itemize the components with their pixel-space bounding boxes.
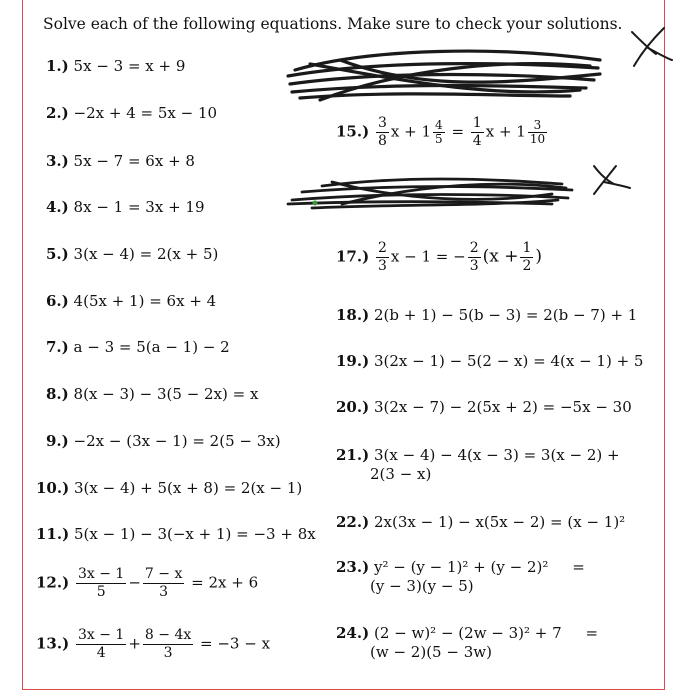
equation-22: 22.) 2x(3x − 1) − x(5x − 2) = (x − 1)²: [336, 513, 626, 531]
equation-19: 19.) 3(2x − 1) − 5(2 − x) = 4(x − 1) + 5: [336, 352, 644, 370]
x-mark-icon: [626, 22, 676, 72]
scribble-cross-out: [282, 170, 582, 222]
equation-4: 4.) 8x − 1 = 3x + 19: [46, 198, 205, 216]
fraction: $\frac{7 - x}{3}$: [144, 566, 183, 600]
equation-8: 8.) 8(x − 3) − 3(5 − 2x) = x: [46, 385, 259, 403]
equation-12: 12.) $\frac{3x - 1}{5}$ − $\frac{7 - x}{3}$ = 2x + 6: [36, 566, 259, 600]
equation-10: 10.) 3(x − 4) + 5(x + 8) = 2(x − 1): [36, 479, 303, 497]
equation-11: 11.) 5(x − 1) − 3(−x + 1) = −3 + 8x: [36, 525, 316, 543]
equation-20: 20.) 3(2x − 7) − 2(5x + 2) = −5x − 30: [336, 398, 632, 416]
equation-13: 13.) $\frac{3x - 1}{4}$ + $\frac{8 - 4x}{3}$ = −3 − x: [36, 627, 271, 661]
fraction: $\frac{3x - 1}{4}$: [77, 627, 125, 661]
equation-23: 23.) y² − (y − 1)² + (y − 2)² = (y − 3)(y − 5): [336, 558, 585, 595]
equation-18: 18.) 2(b + 1) − 5(b − 3) = 2(b − 7) + 1: [336, 306, 638, 324]
equation-2: 2.) −2x + 4 = 5x − 10: [46, 104, 218, 122]
instructions: Solve each of the following equations. Make sure to check your solutions.: [43, 15, 623, 33]
equation-21: 21.) 3(x − 4) − 4(x − 3) = 3(x − 2) + 2(3 − x): [336, 446, 620, 483]
equation-5: 5.) 3(x − 4) = 2(x + 5): [46, 245, 219, 263]
equation-3: 3.) 5x − 7 = 6x + 8: [46, 152, 195, 170]
equation-9: 9.) −2x − (3x − 1) = 2(5 − 3x): [46, 432, 281, 450]
fraction: $\frac{3x - 1}{5}$: [77, 566, 125, 600]
fraction: $\frac{8 - 4x}{3}$: [144, 627, 192, 661]
equation-1: 1.) 5x − 3 = x + 9: [46, 57, 186, 75]
equation-15: 15.) $\frac{3}{8}$ x + 1 $\frac{4}{5}$ = $\frac{1}{4}$ x + 1 $\frac{3}{10}$: [336, 115, 546, 149]
green-dot: [313, 201, 318, 206]
equation-24: 24.) (2 − w)² − (2w − 3)² + 7 = (w − 2)(5 − 3w): [336, 624, 599, 661]
equation-6: 6.) 4(5x + 1) = 6x + 4: [46, 292, 217, 310]
equation-17: 17.) $\frac{2}{3}$ x − 1 = − $\frac{2}{3}$ (x + $\frac{1}{2}$ ): [336, 240, 543, 274]
equation-7: 7.) a − 3 = 5(a − 1) − 2: [46, 338, 230, 356]
scribble-cross-out: [280, 40, 620, 112]
x-mark-icon: [586, 160, 636, 200]
